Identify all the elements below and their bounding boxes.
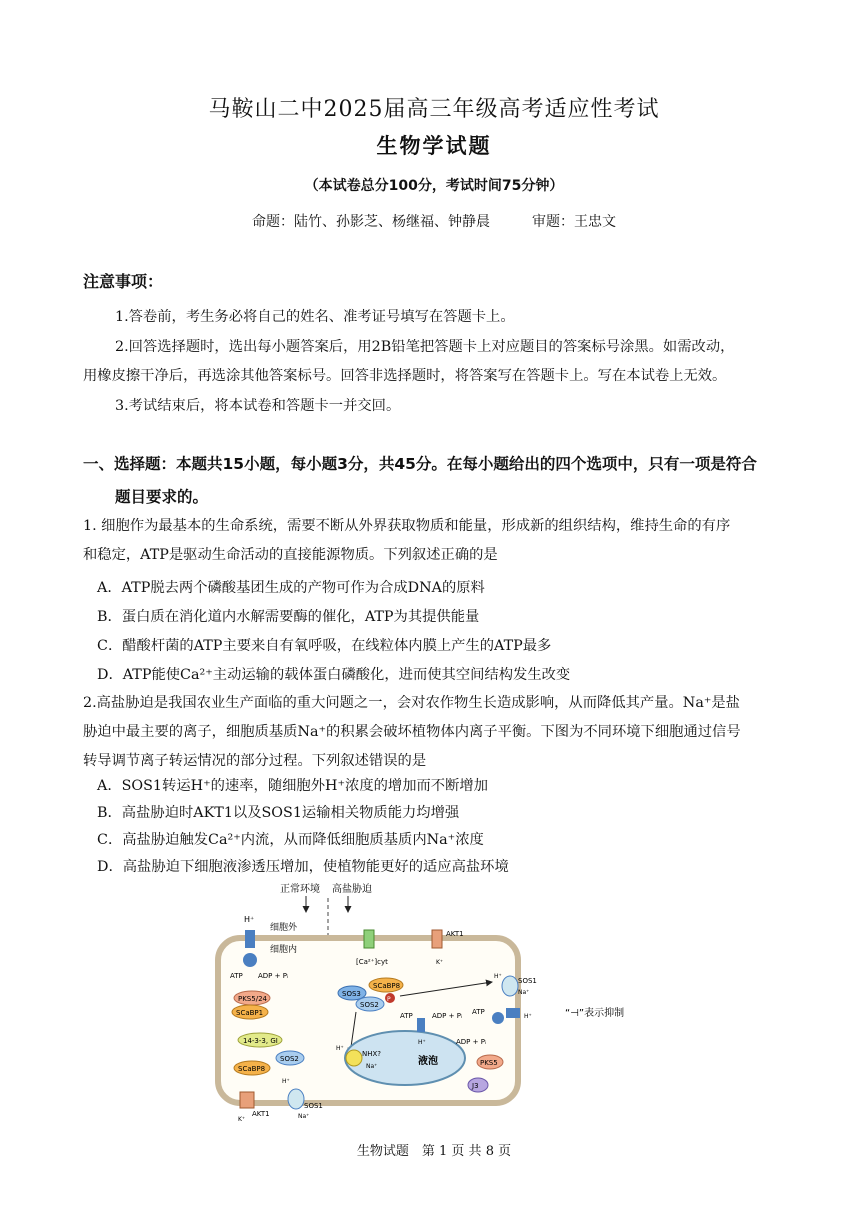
akt1-left	[240, 1092, 254, 1108]
exam-title: 马鞍山二中2025届高三年级高考适应性考试	[208, 97, 660, 122]
notice-item-2: 2.回答选择题时，选出每小题答案后，用2B铅笔把答题卡上对应题目的答案标号涂黑。如需改动，	[115, 339, 735, 355]
label-adp-vac: ADP + Pᵢ	[432, 1012, 463, 1020]
label-normal: 正常环境	[280, 884, 320, 895]
q1-option-d: D．ATP能使Ca²⁺主动运输的载体蛋白磷酸化，进而使其空间结构发生改变	[97, 667, 571, 683]
label-na-vac: Na⁺	[366, 1063, 378, 1070]
label-nhx: NHX?	[362, 1050, 382, 1058]
label-akt1-right: AKT1	[446, 930, 464, 938]
q1-option-c: C．醋酸杆菌的ATP主要来自有氧呼吸，在线粒体内膜上产生的ATP最多	[97, 638, 552, 654]
notice-item-3: 3.考试结束后，将本试卷和答题卡一并交回。	[115, 398, 401, 414]
exam-info: （本试卷总分100分，考试时间75分钟）	[304, 178, 564, 194]
q2-stem-3: 转导调节离子转运情况的部分过程。下列叙述错误的是	[83, 753, 427, 769]
label-na-right: Na⁺	[518, 989, 530, 996]
q2-stem-2: 胁迫中最主要的离子，细胞质基质Na⁺的积累会破坏植物体内离子平衡。下图为不同环境下细胞通过信号	[83, 724, 741, 740]
notice-heading: 注意事项：	[83, 272, 164, 291]
vacuole	[345, 1031, 465, 1085]
label-sos1-right: SOS1	[518, 977, 537, 985]
label-sos3: SOS3	[342, 990, 361, 998]
label-h-vac2: H⁺	[418, 1039, 426, 1046]
label-scabp8-right: SCaBP8	[373, 982, 401, 990]
label-sos2-left: SOS2	[280, 1055, 299, 1063]
q1-stem-2: 和稳定，ATP是驱动生命活动的直接能源物质。下列叙述正确的是	[83, 547, 498, 563]
h-pump-vacuole	[417, 1018, 425, 1032]
label-sos2-right: SOS2	[360, 1001, 379, 1009]
label-scabp8-left: SCaBP8	[238, 1065, 266, 1073]
label-ca: [Ca²⁺]cyt	[356, 958, 388, 966]
label-inside: 细胞内	[270, 945, 298, 955]
ca-channel	[364, 930, 374, 948]
authors-line: 命题：陆竹、孙影芝、杨继福、钟静晨 审题：王忠文	[252, 214, 616, 230]
label-salt: 高盐胁迫	[332, 884, 372, 895]
q2-option-c: C．高盐胁迫触发Ca²⁺内流，从而降低细胞质基质内Na⁺浓度	[97, 832, 484, 848]
label-pks5: PKS5	[480, 1059, 498, 1067]
akt1-right	[432, 930, 442, 948]
label-h-top: H⁺	[244, 915, 255, 924]
label-p: P	[387, 996, 391, 1003]
label-h-right: H⁺	[494, 973, 502, 980]
q1-stem-1: 1. 细胞作为最基本的生命系统，需要不断从外界获取物质和能量，形成新的组织结构，维持生命的有序	[83, 518, 731, 534]
q2-option-d: D．高盐胁迫下细胞液渗透压增加，使植物能更好的适应高盐环境	[97, 859, 509, 875]
h-pump-right	[506, 1008, 520, 1018]
legend-inhibit: “⊣”表示抑制	[565, 1008, 625, 1019]
section-heading: 一、选择题：本题共15小题，每小题3分，共45分。在每小题给出的四个选项中，只有一项是符合	[83, 455, 757, 473]
notice-item-2-cont: 用橡皮擦干净后，再选涂其他答案标号。回答非选择题时，将答案写在答题卡上。写在本试卷上无效。	[83, 368, 727, 384]
h-pump-right-head	[492, 1012, 504, 1024]
sos1-right	[502, 976, 518, 996]
q2-option-a: A．SOS1转运H⁺的速率，随细胞外H⁺浓度的增加而不断增加	[97, 778, 488, 794]
h-pump-left-head	[243, 953, 257, 967]
label-adp-left: ADP + Pᵢ	[258, 972, 289, 980]
label-akt1-left: AKT1	[252, 1110, 270, 1118]
q1-option-b: B．蛋白质在消化道内水解需要酶的催化，ATP为其提供能量	[97, 609, 480, 625]
label-gi: 14-3-3, GI	[243, 1037, 278, 1045]
page-footer: 生物试题 第 1 页 共 8 页	[356, 1144, 512, 1159]
label-h-vac: H⁺	[336, 1045, 344, 1052]
label-outside: 细胞外	[270, 923, 298, 933]
q2-option-b: B．高盐胁迫时AKT1以及SOS1运输相关物质能力均增强	[97, 805, 460, 821]
signal-diagram	[210, 878, 670, 1123]
sos1-left	[288, 1089, 304, 1109]
h-pump-left	[245, 930, 255, 948]
label-h-left: H⁺	[282, 1078, 290, 1085]
subject-title: 生物学试题	[376, 134, 492, 158]
label-atp-vac: ATP	[400, 1012, 413, 1020]
q1-option-a: A．ATP脱去两个磷酸基团生成的产物可作为合成DNA的原料	[97, 580, 485, 596]
nhx-node	[346, 1050, 362, 1066]
label-vacuole: 液泡	[418, 1056, 438, 1067]
label-k-left: K⁺	[238, 1116, 246, 1123]
label-k-right: K⁺	[436, 959, 444, 966]
label-na-left: Na⁺	[298, 1113, 310, 1120]
notice-item-1: 1.答卷前，考生务必将自己的姓名、准考证号填写在答题卡上。	[115, 309, 515, 325]
q2-stem-1: 2.高盐胁迫是我国农业生产面临的重大问题之一，会对农作物生长造成影响，从而降低其产量。Na⁺是盐	[83, 695, 740, 711]
label-sos1-left: SOS1	[304, 1102, 323, 1110]
section-heading-cont: 题目要求的。	[115, 488, 209, 506]
label-j3: J3	[472, 1082, 479, 1090]
label-atp-left: ATP	[230, 972, 243, 980]
label-h-right2: H⁺	[524, 1013, 532, 1020]
label-atp-right: ATP	[472, 1008, 485, 1016]
label-pks524: PKS5/24	[238, 995, 267, 1003]
label-adp-right: ADP + Pᵢ	[456, 1038, 487, 1046]
label-scabp1: SCaBP1	[236, 1009, 264, 1017]
